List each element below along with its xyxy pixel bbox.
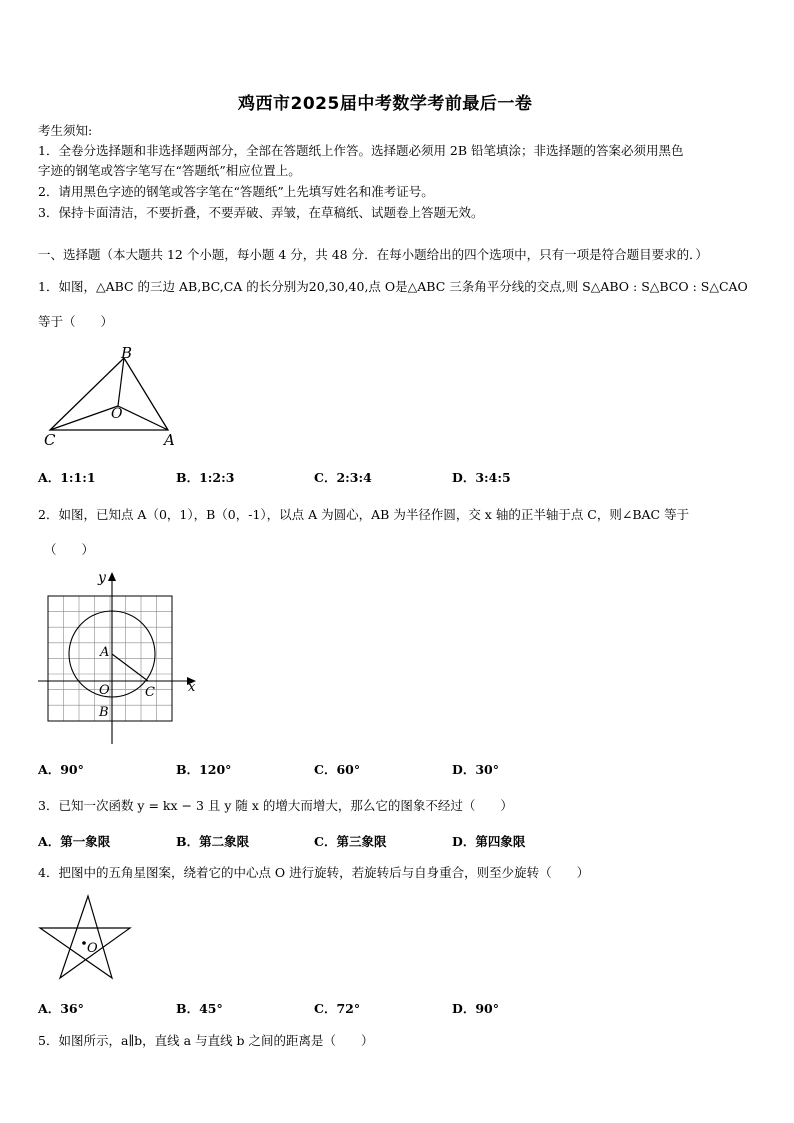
vertex-label-a: A [164,431,175,449]
point-label-c: C [145,685,155,700]
option-d[interactable]: D．30° [452,762,499,777]
question-4-stem: 4．把图中的五角星图案，绕着它的中心点 O 进行旋转，若旋转后与自身重合，则至少旋转（ ） [38,865,590,880]
option-a[interactable]: A．90° [38,762,84,777]
option-a[interactable]: A．第一象限 [38,834,111,849]
notice-line: 字迹的钢笔或答字笔写在“答题纸”相应位置上。 [38,163,301,178]
option-b[interactable]: B．120° [176,762,232,777]
notice-line: 3．保持卡面清洁，不要折叠，不要弄破、弄皱，在草稿纸、试题卷上答题无效。 [38,205,484,220]
vertex-label-c: C [44,431,56,449]
axis-label-y: y [98,570,106,586]
option-d[interactable]: D．第四象限 [452,834,526,849]
question-2-stem: 2．如图，已知点 A（0，1），B（0，-1），以点 A 为圆心，AB 为半径作圆，交 x 轴的正半轴于点 C，则∠BAC 等于 [38,507,690,522]
notice-heading: 考生须知: [38,123,93,138]
question-5-stem: 5．如图所示，a∥b，直线 a 与直线 b 之间的距离是（ ） [38,1033,374,1048]
option-c[interactable]: C．2:3:4 [314,470,372,485]
star-figure [36,892,136,992]
option-c[interactable]: C．60° [314,762,361,777]
question-2-stem-cont: （ ） [44,542,95,557]
vertex-label-o: O [111,406,123,422]
option-d[interactable]: D．3:4:5 [452,470,511,485]
option-b[interactable]: B．1:2:3 [176,470,235,485]
option-c[interactable]: C．72° [314,1001,361,1016]
point-label-o: O [99,683,110,698]
notice-line: 2．请用黑色字迹的钢笔或答字笔在“答题纸”上先填写姓名和准考证号。 [38,184,434,199]
point-label-b: B [99,705,109,720]
center-label-o: O [87,941,98,956]
page-title: 鸡西市2025届中考数学考前最后一卷 [238,94,533,114]
question-1-stem-cont: 等于（ ） [38,314,114,329]
question-1-stem: 1．如图，△ABC 的三边 AB,BC,CA 的长分别为20,30,40,点 O是△ABC 三条角平分线的交点,则 S△ABO : S△BCO : S△CAO [38,279,748,294]
section-heading: 一、选择题（本大题共 12 个小题，每小题 4 分，共 48 分．在每小题给出的四个选项中，只有一项是符合题目要求的．） [38,247,708,262]
option-d[interactable]: D．90° [452,1001,499,1016]
point-label-a: A [100,645,110,660]
option-b[interactable]: B．45° [176,1001,223,1016]
option-c[interactable]: C．第三象限 [314,834,387,849]
coordinate-figure [36,566,206,746]
axis-label-x: x [188,680,196,695]
triangle-figure [38,342,188,452]
option-b[interactable]: B．第二象限 [176,834,250,849]
vertex-label-b: B [121,344,133,362]
notice-line: 1．全卷分选择题和非选择题两部分，全部在答题纸上作答。选择题必须用 2B 铅笔填涂；非选择题的答案必须用黑色 [38,143,684,158]
option-a[interactable]: A．36° [38,1001,84,1016]
question-3-stem: 3．已知一次函数 y = kx − 3 且 y 随 x 的增大而增大，那么它的图象不经过（ ） [38,798,513,813]
option-a[interactable]: A．1:1:1 [38,470,96,485]
